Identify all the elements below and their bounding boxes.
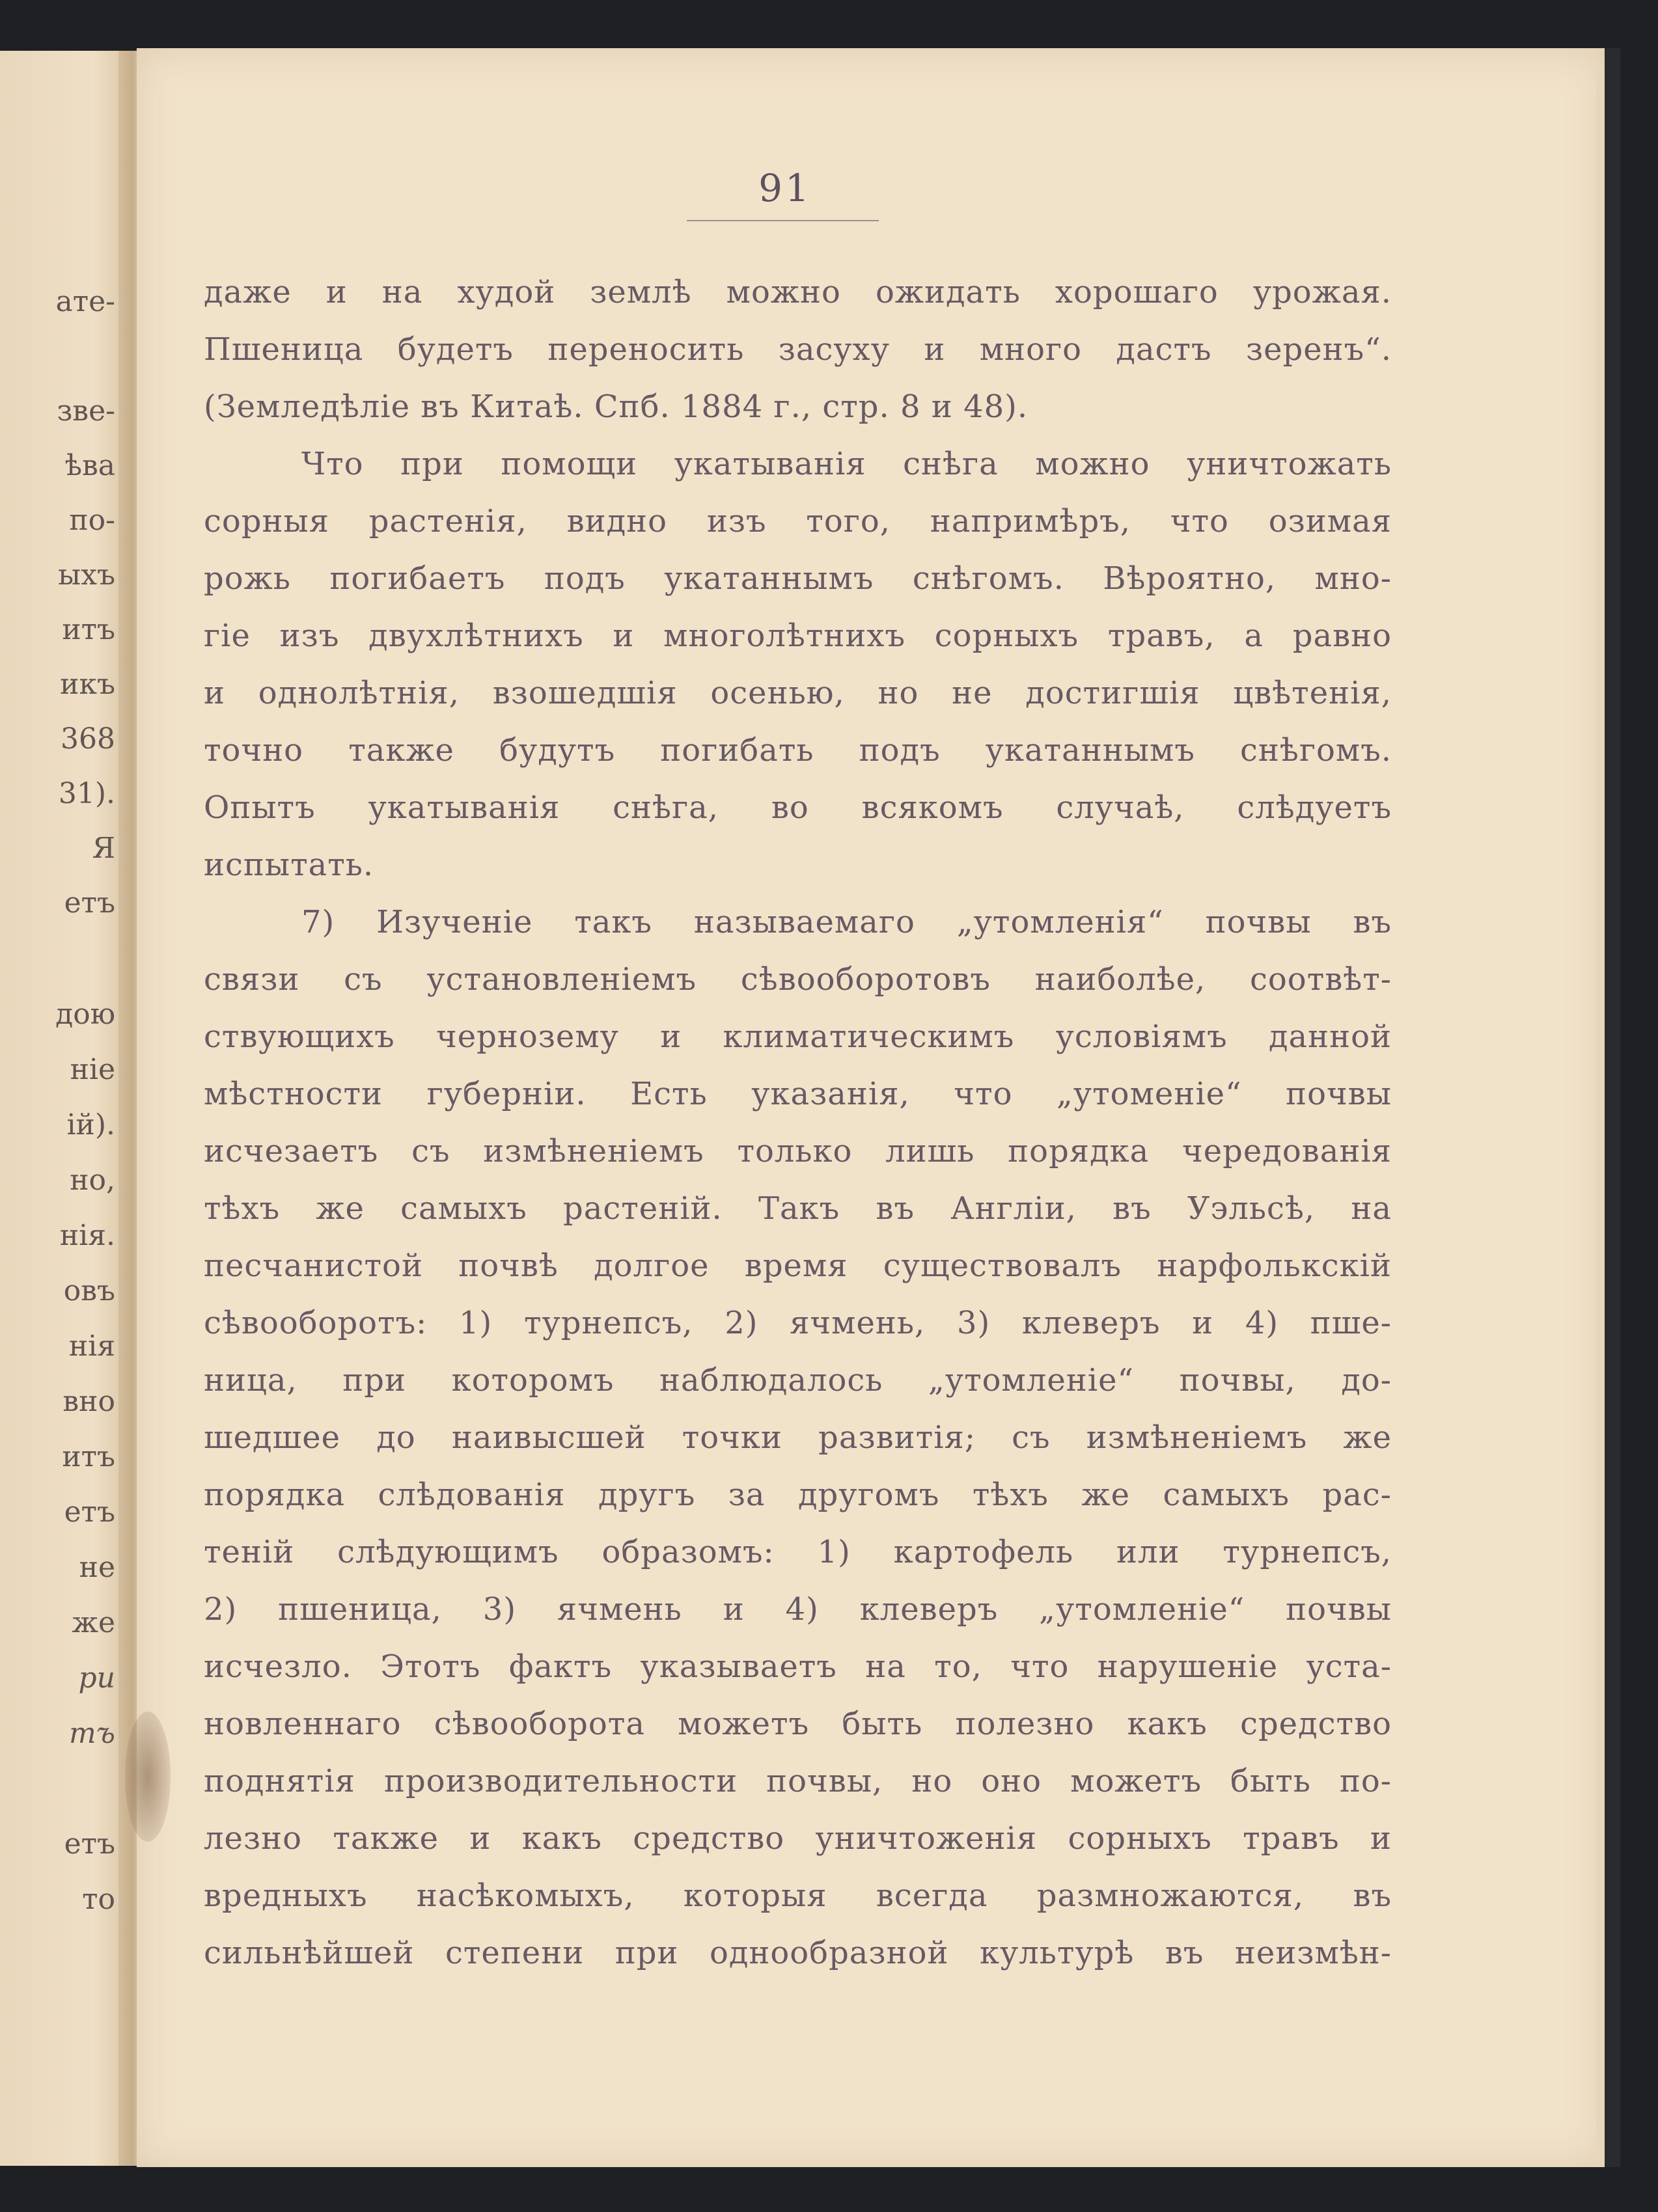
left-fragment: ри bbox=[78, 1661, 115, 1695]
left-fragment: 31). bbox=[58, 777, 115, 810]
left-fragment: ій). bbox=[66, 1108, 115, 1141]
text-line: сорныя растенія, видно изъ того, напримѣръ, что озимая bbox=[204, 503, 1392, 539]
left-fragment: ѣва bbox=[64, 449, 115, 482]
text-line: Что при помощи укатыванія снѣга можно уничтожать bbox=[301, 446, 1392, 482]
left-fragment: по- bbox=[69, 504, 115, 537]
left-fragment: овъ bbox=[63, 1274, 115, 1307]
text-line: точно также будутъ погибать подъ укатаннымъ снѣгомъ. bbox=[204, 732, 1392, 769]
text-line: ница, при которомъ наблюдалось „утомленіе“ почвы, до- bbox=[204, 1362, 1392, 1399]
left-fragment: икъ bbox=[60, 668, 115, 701]
text-line: связи съ установленіемъ сѣвооборотовъ наиболѣе, соотвѣт- bbox=[204, 961, 1392, 998]
text-line: шедшее до наивысшей точки развитія; съ измѣненіемъ же bbox=[204, 1419, 1392, 1456]
left-fragment: етъ bbox=[64, 1495, 115, 1529]
left-fragment: Я bbox=[92, 832, 115, 865]
left-fragment: нія bbox=[68, 1330, 115, 1363]
left-page bbox=[0, 51, 133, 2166]
text-line: даже и на худой землѣ можно ожидать хорошаго урожая. bbox=[204, 274, 1392, 310]
left-fragment: зве- bbox=[57, 394, 115, 428]
left-fragment: вно bbox=[62, 1385, 115, 1418]
page-number: 91 bbox=[758, 166, 812, 210]
text-line: Опытъ укатыванія снѣга, во всякомъ случаѣ, слѣдуетъ bbox=[204, 789, 1392, 826]
text-line: песчанистой почвѣ долгое время существовалъ нарфолькскій bbox=[204, 1248, 1392, 1284]
left-fragment: етъ bbox=[64, 886, 115, 920]
left-fragment: ніе bbox=[70, 1053, 115, 1086]
text-line: сильнѣйшей степени при однообразной культурѣ въ неизмѣн- bbox=[204, 1935, 1392, 1971]
left-fragment: не bbox=[79, 1551, 115, 1584]
text-line: ствующихъ чернозему и климатическимъ условіямъ данной bbox=[204, 1018, 1392, 1055]
text-line: теній слѣдующимъ образомъ: 1) картофель или турнепсъ, bbox=[204, 1534, 1392, 1570]
text-line: 2) пшеница, 3) ячмень и 4) клеверъ „утомленіе“ почвы bbox=[204, 1591, 1392, 1628]
text-line: (Земледѣліе въ Китаѣ. Спб. 1884 г., стр. 8 и 48). bbox=[204, 389, 1029, 425]
left-page-edge-text bbox=[0, 51, 133, 2166]
text-line: лезно также и какъ средство уничтоженія сорныхъ травъ и bbox=[204, 1820, 1392, 1857]
text-line: гіе изъ двухлѣтнихъ и многолѣтнихъ сорныхъ травъ, а равно bbox=[204, 618, 1392, 654]
left-fragment: ыхъ bbox=[58, 558, 115, 592]
text-line: и однолѣтнія, взошедшія осенью, но не достигшія цвѣтенія, bbox=[204, 675, 1392, 711]
body-text bbox=[204, 264, 1392, 1982]
left-fragment: но, bbox=[70, 1164, 115, 1197]
left-fragment: тъ bbox=[68, 1717, 115, 1750]
text-line: мѣстности губерніи. Есть указанія, что „утоменіе“ почвы bbox=[204, 1076, 1392, 1112]
text-line: Пшеница будетъ переносить засуху и много дастъ зеренъ“. bbox=[204, 331, 1392, 368]
text-line: исчезло. Этотъ фактъ указываетъ на то, что нарушеніе уста- bbox=[204, 1648, 1392, 1685]
paper-stain bbox=[125, 1712, 171, 1842]
left-fragment: итъ bbox=[62, 1440, 115, 1473]
text-line: новленнаго сѣвооборота можетъ быть полезно какъ средство bbox=[204, 1706, 1392, 1742]
left-fragment: дою bbox=[55, 998, 115, 1031]
text-line: исчезаетъ съ измѣненіемъ только лишь порядка чередованія bbox=[204, 1133, 1392, 1169]
text-line: порядка слѣдованія другъ за другомъ тѣхъ же самыхъ рас- bbox=[204, 1477, 1392, 1513]
scan-edge-band bbox=[1605, 48, 1620, 2167]
text-line: испытать. bbox=[204, 847, 374, 883]
left-fragment: то bbox=[82, 1883, 115, 1916]
text-line: сѣвооборотъ: 1) турнепсъ, 2) ячмень, 3) клеверъ и 4) пше- bbox=[204, 1305, 1392, 1341]
left-fragment: нія. bbox=[59, 1219, 115, 1252]
left-fragment: итъ bbox=[62, 613, 115, 646]
text-line: 7) Изученіе такъ называемаго „утомленія“ почвы въ bbox=[301, 904, 1392, 940]
page-number-rule bbox=[687, 220, 879, 221]
text-line: тѣхъ же самыхъ растеній. Такъ въ Англіи, въ Уэльсѣ, на bbox=[204, 1190, 1392, 1227]
left-fragment: 368 bbox=[61, 722, 115, 756]
text-line: поднятія производительности почвы, но оно можетъ быть по- bbox=[204, 1763, 1392, 1799]
text-line: вредныхъ насѣкомыхъ, которыя всегда размножаются, въ bbox=[204, 1877, 1392, 1914]
text-line: рожь погибаетъ подъ укатаннымъ снѣгомъ. Вѣроятно, мно- bbox=[204, 560, 1392, 597]
left-fragment: же bbox=[72, 1606, 115, 1639]
left-fragment: ате- bbox=[55, 285, 115, 318]
left-fragment: етъ bbox=[64, 1827, 115, 1861]
